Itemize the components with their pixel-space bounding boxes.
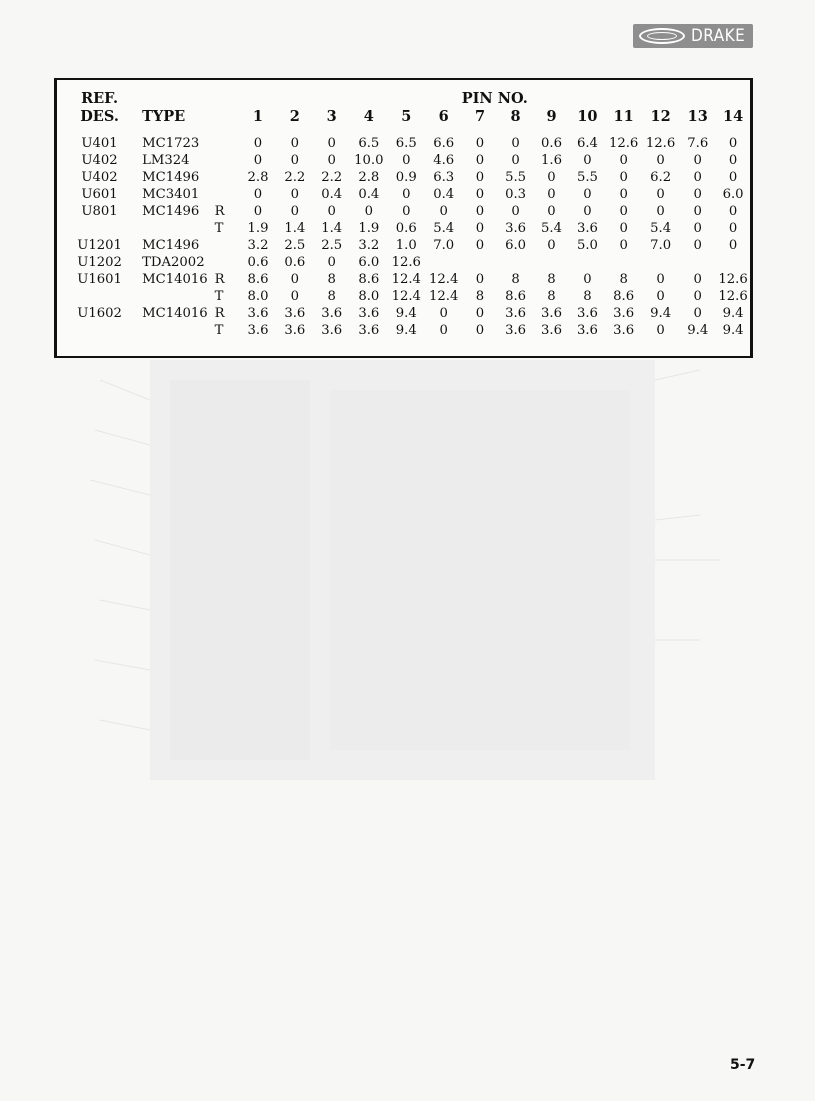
pin-no-header: PIN NO. — [461, 90, 528, 107]
pin-voltage: 7.6 — [687, 136, 709, 151]
pin-voltage: 0 — [402, 187, 411, 202]
pin-voltage: 8 — [475, 289, 485, 304]
pin-voltage: 12.4 — [428, 289, 459, 304]
ic-type: MC3401 — [142, 187, 200, 202]
mode-indicator — [215, 186, 240, 203]
pin-voltage: 3.6 — [505, 323, 527, 338]
header-row-1 — [57, 90, 750, 108]
pin-voltage: 3.6 — [576, 306, 598, 321]
pin-header: 7 — [474, 108, 486, 125]
pin-voltage: 3.6 — [321, 306, 343, 321]
pin-voltage: 5.0 — [576, 238, 598, 253]
pin-voltage: 0 — [583, 272, 592, 287]
pin-voltage: 8.6 — [358, 272, 380, 287]
pin-header: 10 — [577, 108, 598, 125]
pin-header: 14 — [722, 108, 744, 125]
pin-voltage: 0 — [402, 153, 411, 168]
pin-voltage — [462, 254, 497, 271]
pin-voltage: 0.6 — [247, 255, 269, 270]
ic-type — [142, 288, 215, 305]
pin-voltage: 2.2 — [321, 170, 343, 185]
ic-type: MC1496 — [142, 170, 200, 185]
pin-voltage: 0 — [619, 238, 628, 253]
mode-indicator: R — [214, 204, 225, 219]
pin-voltage: 8 — [547, 272, 556, 287]
pin-voltage: 0 — [475, 306, 485, 321]
pin-voltage: 6.0 — [358, 255, 380, 270]
pin-voltage: 0 — [656, 289, 665, 304]
table-row — [57, 305, 750, 322]
pin-voltage: 3.6 — [284, 306, 306, 321]
pin-voltage: 2.8 — [358, 170, 380, 185]
pin-voltage: 0 — [728, 153, 738, 168]
pin-voltage: 0 — [583, 153, 592, 168]
pin-voltage: 0 — [547, 187, 556, 202]
pin-voltage: 9.4 — [722, 323, 744, 338]
pin-voltage: 8 — [327, 272, 336, 287]
pin-voltage: 0 — [290, 204, 300, 219]
pin-voltage: 0 — [475, 221, 485, 236]
mode-indicator: R — [214, 306, 225, 321]
pin-voltage: 9.4 — [395, 323, 417, 338]
pin-voltage: 0 — [511, 204, 520, 219]
pin-voltage: 0 — [693, 170, 702, 185]
page-number: 5-7 — [730, 1057, 756, 1073]
pin-voltage: 6.6 — [433, 136, 455, 151]
pin-voltage: 3.6 — [505, 221, 527, 236]
ic-type: LM324 — [142, 153, 190, 168]
table-row — [57, 152, 750, 169]
pin-voltage: 0 — [475, 153, 485, 168]
pin-voltage: 4.6 — [433, 153, 455, 168]
pin-voltage — [679, 254, 716, 271]
pin-voltage: 8.6 — [613, 289, 635, 304]
pin-header: 2 — [289, 108, 300, 125]
pin-voltage: 0 — [364, 204, 374, 219]
ic-type: TDA2002 — [142, 255, 205, 270]
ref-header: REF. — [81, 90, 119, 107]
pin-voltage: 0 — [693, 221, 702, 236]
pin-voltage: 3.6 — [247, 323, 269, 338]
mode-indicator: R — [214, 272, 225, 287]
pin-header: 11 — [613, 108, 634, 125]
pin-header: 5 — [401, 108, 412, 125]
pin-voltage: 6.5 — [358, 136, 380, 151]
pin-voltage: 12.4 — [391, 272, 421, 287]
ref-designator — [57, 288, 142, 305]
table-row — [57, 220, 750, 237]
mode-indicator — [215, 169, 240, 186]
pin-voltage: 2.5 — [284, 238, 306, 253]
ref-designator: U402 — [81, 170, 118, 185]
pin-voltage: 12.6 — [391, 255, 421, 270]
pin-voltage: 0 — [290, 272, 300, 287]
pin-voltage: 0 — [656, 153, 665, 168]
pin-voltage: 3.6 — [613, 306, 635, 321]
pin-voltage: 6.2 — [650, 170, 672, 185]
pin-voltage: 1.9 — [358, 221, 380, 236]
pin-header: 8 — [510, 108, 521, 125]
type-header: TYPE — [142, 108, 186, 125]
pin-voltage: 0 — [475, 272, 485, 287]
mode-indicator: T — [214, 221, 224, 236]
table-row — [57, 186, 750, 203]
table-row — [57, 135, 750, 152]
pin-header: 13 — [687, 108, 708, 125]
pin-voltage: 0 — [475, 323, 485, 338]
pin-voltage: 8.0 — [358, 289, 380, 304]
pin-voltage: 0.4 — [433, 187, 455, 202]
ic-type: MC14016 — [142, 272, 208, 287]
ref-designator: U401 — [81, 136, 118, 151]
pin-voltage: 0 — [728, 221, 738, 236]
pin-voltage: 0 — [253, 204, 263, 219]
pin-voltage: 0 — [547, 238, 556, 253]
pin-voltage: 0 — [693, 187, 702, 202]
ic-type: MC1496 — [142, 238, 200, 253]
pin-voltage: 0 — [475, 238, 485, 253]
pin-voltage: 5.5 — [505, 170, 527, 185]
pin-voltage: 0 — [327, 136, 336, 151]
ic-type: MC1723 — [142, 136, 200, 151]
mode-indicator: T — [214, 323, 224, 338]
pin-voltage: 0 — [693, 306, 702, 321]
pin-voltage: 0 — [583, 187, 592, 202]
pin-voltage: 0 — [656, 204, 665, 219]
pin-voltage: 0 — [728, 170, 738, 185]
pin-voltage: 0 — [253, 136, 263, 151]
pin-voltage — [569, 254, 605, 271]
pin-voltage: 3.6 — [576, 323, 598, 338]
table-row — [57, 288, 750, 305]
pin-voltage: 3.6 — [247, 306, 269, 321]
pin-voltage: 5.4 — [650, 221, 672, 236]
pin-voltage: 12.6 — [718, 289, 748, 304]
pin-voltage — [425, 254, 462, 271]
pin-header: 1 — [252, 108, 264, 125]
pin-voltage: 8.6 — [505, 289, 527, 304]
pin-voltage: 1.9 — [247, 221, 269, 236]
pin-voltage: 3.6 — [505, 306, 527, 321]
pin-voltage: 0.4 — [358, 187, 380, 202]
pin-voltage: 0 — [290, 289, 300, 304]
drake-logo — [633, 24, 753, 48]
ic-type — [142, 322, 215, 339]
mode-indicator: T — [214, 289, 224, 304]
pin-voltage — [642, 254, 679, 271]
pin-voltage: 5.5 — [576, 170, 598, 185]
pin-voltage: 0 — [547, 170, 556, 185]
pin-voltage: 0 — [290, 187, 300, 202]
pin-voltage: 2.5 — [321, 238, 343, 253]
pin-voltage: 0 — [619, 221, 628, 236]
pin-header: 9 — [546, 108, 557, 125]
pin-voltage: 0 — [290, 136, 300, 151]
des-header: DES. — [80, 108, 119, 125]
pin-voltage: 0 — [728, 136, 738, 151]
pin-voltage: 0 — [475, 204, 485, 219]
pin-voltage: 6.5 — [395, 136, 417, 151]
pin-voltage: 9.4 — [650, 306, 672, 321]
ref-designator: U1601 — [77, 272, 122, 287]
pin-voltage: 0 — [656, 187, 665, 202]
pin-voltage: 7.0 — [433, 238, 455, 253]
pin-voltage: 9.4 — [395, 306, 417, 321]
pin-voltage: 8 — [619, 272, 628, 287]
mode-indicator — [215, 254, 240, 271]
pin-voltage: 1.4 — [321, 221, 343, 236]
pin-voltage: 0 — [327, 255, 336, 270]
ref-designator: U601 — [81, 187, 118, 202]
pin-voltage: 9.4 — [722, 306, 744, 321]
pin-voltage: 8.0 — [247, 289, 269, 304]
table-row — [57, 203, 750, 220]
ref-designator: U801 — [81, 204, 118, 219]
pin-header: 12 — [650, 108, 671, 125]
pin-voltage: 12.4 — [428, 272, 459, 287]
header-row-2 — [57, 108, 750, 126]
pin-voltage: 3.2 — [358, 238, 380, 253]
pin-voltage: 8 — [327, 289, 336, 304]
pin-voltage: 0.3 — [505, 187, 527, 202]
mode-indicator — [215, 237, 240, 254]
mode-indicator — [215, 135, 240, 152]
pin-voltage: 3.6 — [541, 323, 562, 338]
pin-voltage: 0 — [475, 170, 485, 185]
pin-voltage: 0 — [728, 204, 738, 219]
pin-voltage: 0 — [619, 170, 628, 185]
pin-voltage — [605, 254, 641, 271]
pin-voltage: 3.6 — [358, 323, 380, 338]
logo-emblem-icon — [639, 28, 685, 44]
pin-voltage: 3.6 — [284, 323, 306, 338]
pin-voltage — [534, 254, 570, 271]
pin-voltage: 0 — [728, 238, 738, 253]
ref-designator: U1201 — [77, 238, 122, 253]
pin-voltage: 0 — [253, 187, 263, 202]
ref-designator: U1202 — [77, 255, 122, 270]
pin-voltage: 0 — [693, 204, 702, 219]
pin-voltage-table — [57, 90, 750, 339]
pin-voltage: 3.6 — [576, 221, 598, 236]
pin-voltage: 0 — [693, 238, 702, 253]
pin-voltage: 6.4 — [576, 136, 598, 151]
pin-header: 4 — [363, 108, 374, 125]
pin-voltage: 12.6 — [608, 136, 639, 151]
pin-voltage: 5.4 — [541, 221, 562, 236]
pin-voltage: 9.4 — [687, 323, 709, 338]
ic-type: MC14016 — [142, 306, 208, 321]
table-row — [57, 322, 750, 339]
pin-voltage: 8 — [511, 272, 520, 287]
pin-voltage: 0 — [439, 306, 448, 321]
ref-designator: U402 — [81, 153, 118, 168]
ic-type: MC1496 — [142, 204, 200, 219]
pin-voltage: 1.4 — [284, 221, 306, 236]
pin-voltage: 0 — [511, 153, 520, 168]
ref-designator — [57, 220, 142, 237]
pin-voltage: 12.6 — [718, 272, 748, 287]
pin-voltage — [498, 254, 534, 271]
pin-voltage: 3.6 — [358, 306, 380, 321]
pin-voltage: 0 — [619, 204, 628, 219]
ic-type — [142, 220, 215, 237]
pin-voltage: 0 — [693, 153, 702, 168]
pin-voltage: 0 — [475, 136, 485, 151]
pin-voltage: 0 — [693, 272, 702, 287]
pin-voltage: 0 — [583, 204, 592, 219]
pin-voltage: 0 — [619, 187, 628, 202]
pin-voltage: 8.6 — [247, 272, 269, 287]
pin-voltage: 0.9 — [395, 170, 417, 185]
pin-voltage: 0 — [327, 204, 336, 219]
pin-voltage: 0 — [475, 187, 485, 202]
pin-voltage: 7.0 — [650, 238, 672, 253]
pin-header: 6 — [438, 108, 449, 125]
table-row — [57, 254, 750, 271]
ref-designator — [57, 322, 142, 339]
pin-voltage: 6.3 — [433, 170, 455, 185]
pin-voltage: 12.4 — [391, 289, 421, 304]
pin-voltage: 0 — [402, 204, 411, 219]
pin-voltage: 3.2 — [247, 238, 269, 253]
voltage-table-frame — [54, 78, 753, 358]
pin-voltage: 0 — [693, 289, 702, 304]
ref-designator: U1602 — [77, 306, 122, 321]
pin-voltage: 1.6 — [541, 153, 562, 168]
pin-voltage: 0 — [511, 136, 520, 151]
pin-voltage: 12.6 — [645, 136, 676, 151]
pin-voltage: 0 — [290, 153, 300, 168]
pin-voltage: 2.8 — [247, 170, 269, 185]
pin-voltage: 0.6 — [395, 221, 417, 236]
pin-voltage: 2.2 — [284, 170, 306, 185]
pin-voltage: 6.0 — [505, 238, 527, 253]
pin-voltage: 0 — [547, 204, 556, 219]
table-row — [57, 237, 750, 254]
pin-voltage: 8 — [583, 289, 592, 304]
pin-voltage: 6.0 — [722, 187, 744, 202]
pin-header: 3 — [326, 108, 337, 125]
pin-voltage: 3.6 — [321, 323, 343, 338]
pin-voltage: 5.4 — [433, 221, 455, 236]
pin-voltage: 0.6 — [541, 136, 562, 151]
pin-voltage: 0 — [656, 323, 665, 338]
logo-text: DRAKE — [691, 26, 746, 46]
pin-voltage: 3.6 — [613, 323, 635, 338]
mode-indicator — [215, 152, 240, 169]
pin-voltage: 0.6 — [284, 255, 306, 270]
table-row — [57, 271, 750, 288]
pin-voltage: 10.0 — [354, 153, 384, 168]
pin-voltage: 8 — [547, 289, 556, 304]
pin-voltage: 3.6 — [541, 306, 562, 321]
pin-voltage — [716, 254, 750, 271]
pin-voltage: 0 — [253, 153, 263, 168]
pin-voltage: 0 — [439, 204, 448, 219]
table-row — [57, 169, 750, 186]
pin-voltage: 0 — [619, 153, 628, 168]
pin-voltage: 1.0 — [395, 238, 417, 253]
pin-voltage: 0 — [439, 323, 448, 338]
pin-voltage: 0 — [656, 272, 665, 287]
pin-voltage: 0 — [327, 153, 336, 168]
pin-voltage: 0.4 — [321, 187, 343, 202]
